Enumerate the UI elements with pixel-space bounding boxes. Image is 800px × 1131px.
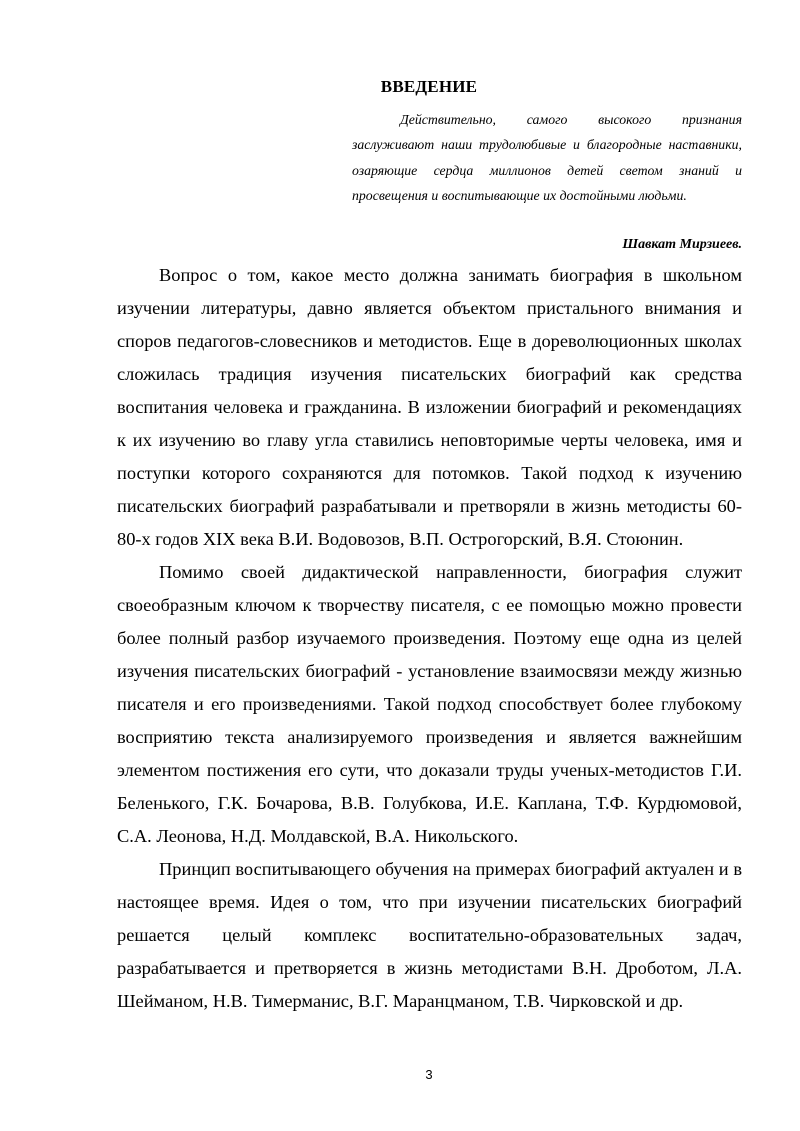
page-number: 3	[425, 1067, 433, 1082]
page-title: ВВЕДЕНИЕ	[380, 77, 478, 96]
epigraph-text: Действительно, самого высокого признания заслуживают наши трудолюбивые и благородные наставники, озаряющие сердца миллионов детей светом знаний и просвещения и воспитывающие их достойными людьми.	[352, 112, 742, 204]
epigraph	[352, 107, 742, 209]
paragraph-2: Помимо своей дидактической направленности, биография служит своеобразным ключом к творчеству писателя, с ее помощью можно провести более полный разбор изучаемого произведения. Поэтому еще одна из целей изучения писательских биографий - установление взаимосвязи между жизнью писателя и его произведениями. Такой подход способствует более глубокому восприятию текста анализируемого произведения и является важнейшим элементом постижения его сути, что доказали труды ученых-методистов Г.И. Беленького, Г.К. Бочарова, В.В. Голубкова, И.Е. Каплана, Т.Ф. Курдюмовой, С.А. Леонова, Н.Д. Молдавской, В.А. Никольского.	[117, 562, 742, 846]
paragraph-3: Принцип воспитывающего обучения на примерах биографий актуален и в настоящее время. Идея о том, что при изучении писательских биографий решается целый комплекс воспитательно-образовательных задач, разрабатывается и претворяется в жизнь методистами В.Н. Дроботом, Л.А. Шейманом, Н.В. Тимерманис, В.Г. Маранцманом, Т.В. Чирковской и др.	[117, 859, 742, 1011]
paragraph-1: Вопрос о том, какое место должна занимать биография в школьном изучении литературы, давно является объектом пристального внимания и споров педагогов-словесников и методистов. Еще в дореволюционных школах сложилась традиция изучения писательских биографий как средства воспитания человека и гражданина. В изложении биографий и рекомендациях к их изучению во главу угла ставились неповторимые черты человека, имя и поступки которого сохраняются для потомков. Такой подход к изучению писательских биографий разрабатывали и претворяли в жизнь методисты 60-80-х годов XIX века В.И. Водовозов, В.П. Острогорский, В.Я. Стоюнин.	[117, 265, 742, 549]
epigraph-author: Шавкат Мирзиеев.	[622, 237, 742, 252]
body-text	[117, 259, 742, 1018]
